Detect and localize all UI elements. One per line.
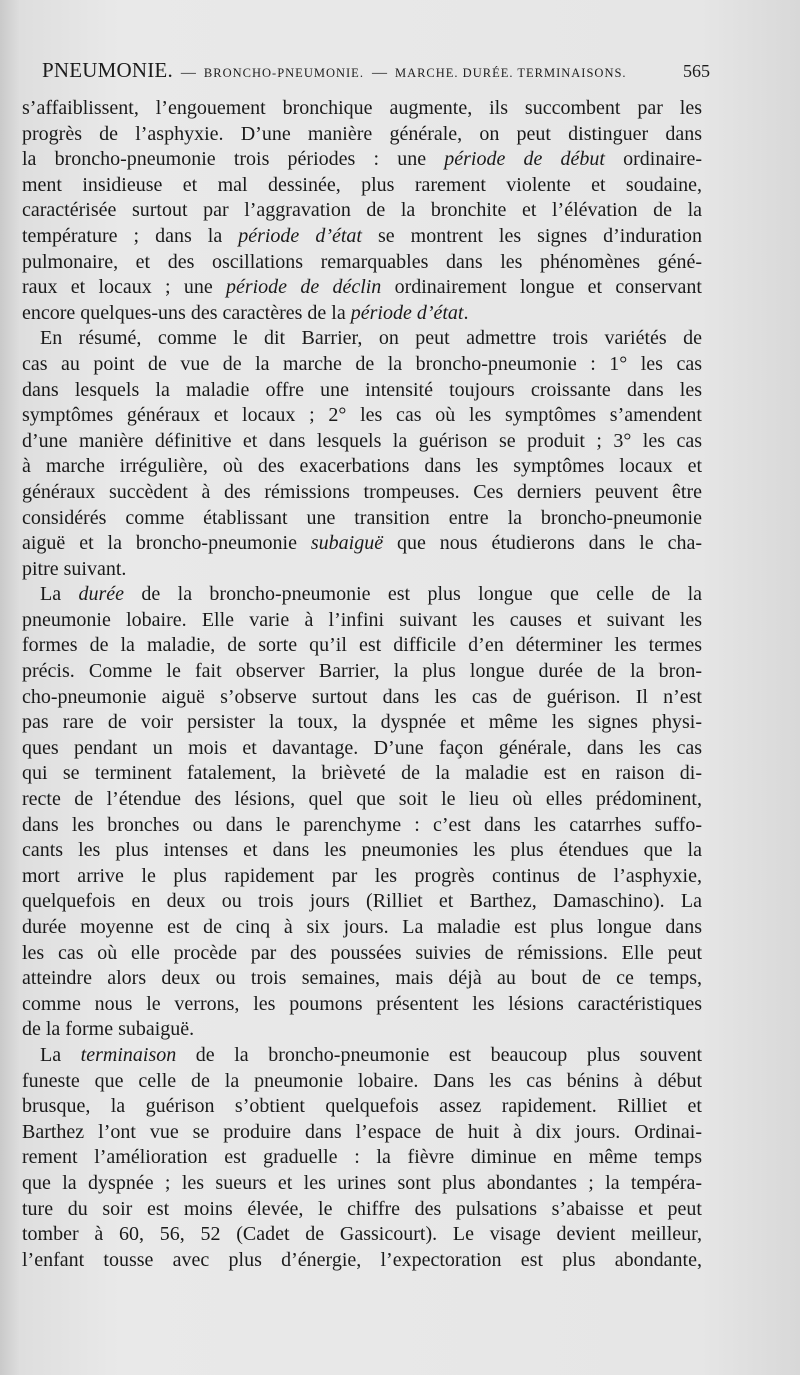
running-header bbox=[42, 58, 710, 86]
text-line: ques pendant un mois et davantage. D’une façon générale, dans les cas bbox=[22, 736, 702, 759]
text-line: En résumé, comme le dit Barrier, on peut admettre trois variétés de bbox=[40, 327, 702, 350]
text-line: aiguë et la broncho-pneumonie subaiguë que nous étudierons dans le cha- bbox=[22, 532, 702, 555]
text-line: raux et locaux ; une période de déclin ordinairement longue et conservant bbox=[22, 276, 702, 299]
text-line: cas au point de vue de la marche de la broncho-pneumonie : 1° les cas bbox=[22, 352, 702, 375]
text-line: caractérisée surtout par l’aggravation de la bronchite et l’élévation de la bbox=[22, 199, 702, 222]
text-line: rement l’amélioration est graduelle : la fièvre diminue en même temps bbox=[22, 1146, 702, 1169]
text-line: Barthez l’ont vue se produire dans l’espace de huit à dix jours. Ordinai- bbox=[22, 1120, 702, 1143]
text-line: ture du soir est moins élevée, le chiffre des pulsations s’abaisse et peut bbox=[22, 1197, 702, 1220]
text-line: l’enfant tousse avec plus d’énergie, l’expectoration est plus abondante, bbox=[22, 1248, 702, 1271]
text-line: symptômes généraux et locaux ; 2° les cas où les symptômes s’amendent bbox=[22, 404, 702, 427]
text-line: qui se terminent fatalement, la brièveté de la maladie est en raison di- bbox=[22, 762, 702, 785]
body-text bbox=[22, 96, 702, 1273]
text-line: les cas où elle procède par des poussées suivies de rémissions. Elle peut bbox=[22, 941, 702, 964]
text-line: encore quelques-uns des caractères de la période d’état. bbox=[22, 301, 469, 324]
text-line: comme nous le verrons, les poumons présentent les lésions caractéristiques bbox=[22, 992, 702, 1015]
text-line: La durée de la broncho-pneumonie est plus longue que celle de la bbox=[40, 583, 702, 606]
running-title: PNEUMONIE. bbox=[42, 58, 173, 82]
text-line: pneumonie lobaire. Elle varie à l’infini suivant les causes et suivant les bbox=[22, 608, 702, 631]
header-dash: — bbox=[371, 65, 387, 81]
text-line: pitre suivant. bbox=[22, 557, 127, 580]
text-line: ment insidieuse et mal dessinée, plus rarement violente et soudaine, bbox=[22, 173, 702, 196]
text-line: recte de l’étendue des lésions, quel que soit le lieu où elles prédominent, bbox=[22, 788, 702, 811]
text-line: d’une manière définitive et dans lesquels la guérison se produit ; 3° les cas bbox=[22, 429, 702, 452]
text-line: quelquefois en deux ou trois jours (Rilliet et Barthez, Damaschino). La bbox=[22, 890, 702, 913]
text-line: généraux succèdent à des rémissions trompeuses. Ces derniers peuvent être bbox=[22, 480, 702, 503]
text-line: brusque, la guérison s’obtient quelquefois assez rapidement. Rilliet et bbox=[22, 1095, 702, 1118]
page-number: 565 bbox=[683, 61, 710, 81]
text-line: température ; dans la période d’état se montrent les signes d’induration bbox=[22, 224, 702, 247]
header-dash: — bbox=[180, 65, 196, 81]
text-line: progrès de l’asphyxie. D’une manière générale, on peut distinguer dans bbox=[22, 122, 702, 145]
text-line: pas rare de voir persister la toux, la dyspnée et même les signes physi- bbox=[22, 711, 702, 734]
text-line: dans les bronches ou dans le parenchyme : c’est dans les catarrhes suffo- bbox=[22, 813, 702, 836]
text-line: considérés comme établissant une transition entre la broncho-pneumonie bbox=[22, 506, 702, 529]
text-line: La terminaison de la broncho-pneumonie est beaucoup plus souvent bbox=[40, 1043, 702, 1066]
text-line: la broncho-pneumonie trois périodes : une période de début ordinaire- bbox=[22, 148, 702, 171]
text-line: à marche irrégulière, où des exacerbations dans les symptômes locaux et bbox=[22, 455, 702, 478]
header-subsection: MARCHE. DURÉE. TERMINAISONS. bbox=[394, 66, 627, 80]
text-line: funeste que celle de la pneumonie lobaire. Dans les cas bénins à début bbox=[22, 1069, 702, 1092]
text-line: formes de la maladie, de sorte qu’il est difficile d’en déterminer les termes bbox=[22, 634, 702, 657]
text-line: mort arrive le plus rapidement par les progrès continus de l’asphyxie, bbox=[22, 864, 702, 887]
text-line: de la forme subaiguë. bbox=[22, 1018, 195, 1041]
text-line: atteindre alors deux ou trois semaines, mais déjà au bout de ce temps, bbox=[22, 967, 702, 990]
text-line: précis. Comme le fait observer Barrier, la plus longue durée de la bron- bbox=[22, 660, 702, 683]
text-line: cho-pneumonie aiguë s’observe surtout dans les cas de guérison. Il n’est bbox=[22, 685, 702, 708]
text-line: pulmonaire, et des oscillations remarquables dans les phénomènes géné- bbox=[22, 250, 702, 273]
text-line: dans lesquels la maladie offre une intensité toujours croissante dans les bbox=[22, 378, 702, 401]
text-line: durée moyenne est de cinq à six jours. La maladie est plus longue dans bbox=[22, 916, 702, 938]
header-section: BRONCHO-PNEUMONIE. bbox=[203, 66, 364, 80]
text-line: que la dyspnée ; les sueurs et les urines sont plus abondantes ; la tempéra- bbox=[22, 1171, 702, 1194]
text-line: tomber à 60, 56, 52 (Cadet de Gassicourt). Le visage devient meilleur, bbox=[22, 1223, 702, 1246]
text-line: cants les plus intenses et dans les pneumonies les plus étendues que la bbox=[22, 839, 702, 862]
text-line: s’affaiblissent, l’engouement bronchique augmente, ils succombent par les bbox=[22, 97, 702, 119]
